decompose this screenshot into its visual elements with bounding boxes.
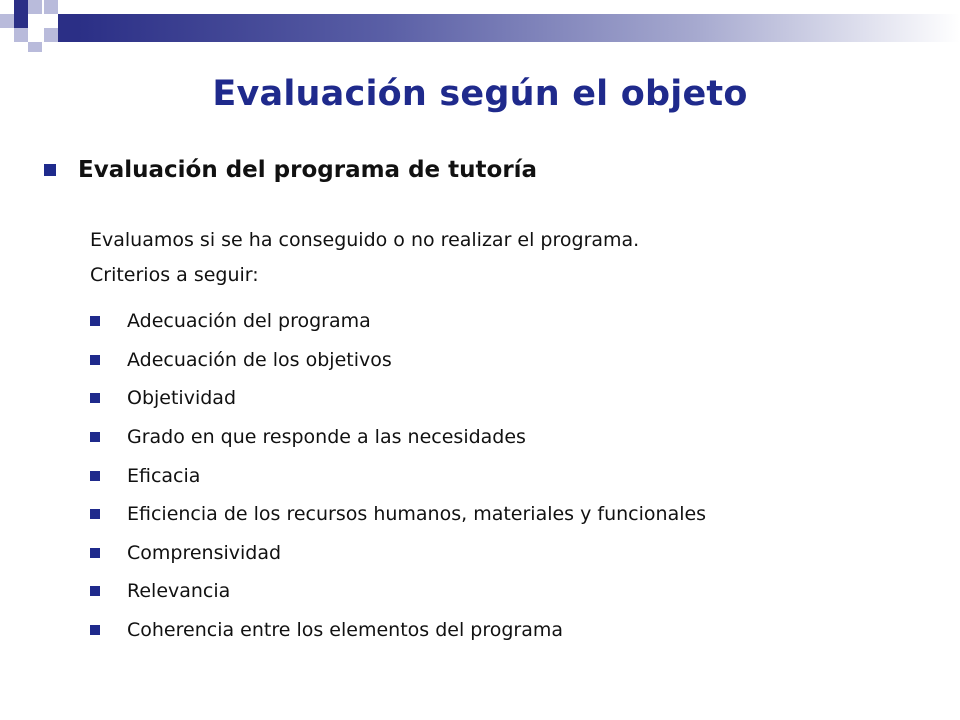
header-decoration [0, 0, 960, 60]
deco-square [28, 42, 42, 52]
square-bullet-icon [90, 393, 100, 403]
section-heading: Evaluación del programa de tutoría [78, 157, 538, 183]
square-bullet-icon [90, 471, 100, 481]
deco-square [28, 28, 42, 42]
list-item-text: Adecuación del programa [127, 310, 371, 333]
list-item-text: Eficacia [127, 464, 201, 487]
square-bullet-icon [90, 586, 100, 596]
square-bullet-icon [90, 432, 100, 442]
deco-square [44, 14, 58, 28]
list-item [90, 611, 706, 650]
header-gradient-bar [78, 14, 960, 42]
criteria-label: Criterios a seguir: [90, 264, 259, 286]
deco-square [14, 14, 28, 28]
list-item-text: Adecuación de los objetivos [127, 348, 392, 371]
section-heading-row [44, 157, 537, 183]
list-item-text: Relevancia [127, 580, 231, 603]
square-bullet-icon [90, 548, 100, 558]
list-item-text: Grado en que responde a las necesidades [127, 426, 526, 449]
deco-square [58, 14, 78, 42]
square-bullet-icon [90, 509, 100, 519]
list-item-text: Eficiencia de los recursos humanos, materiales y funcionales [127, 503, 707, 526]
list-item [90, 418, 706, 457]
list-item-text: Objetividad [127, 387, 236, 410]
deco-square [28, 14, 42, 28]
square-bullet-icon [90, 316, 100, 326]
deco-square [14, 28, 28, 42]
deco-square [14, 0, 28, 14]
list-item [90, 456, 706, 495]
list-item [90, 534, 706, 573]
list-item-text: Comprensividad [127, 541, 282, 564]
deco-square [44, 0, 58, 14]
list-item [90, 495, 706, 534]
list-item [90, 379, 706, 418]
square-bullet-icon [90, 625, 100, 635]
list-item-text: Coherencia entre los elementos del programa [127, 619, 564, 642]
list-item [90, 572, 706, 611]
list-item [90, 341, 706, 380]
deco-square [44, 28, 58, 42]
intro-text: Evaluamos si se ha conseguido o no realizar el programa. [90, 229, 640, 251]
page-title: Evaluación según el objeto [212, 74, 748, 114]
deco-square [28, 0, 42, 14]
deco-square [0, 14, 14, 28]
list-item [90, 302, 706, 341]
criteria-list [90, 302, 706, 649]
square-bullet-icon [90, 355, 100, 365]
square-bullet-icon [44, 164, 56, 176]
